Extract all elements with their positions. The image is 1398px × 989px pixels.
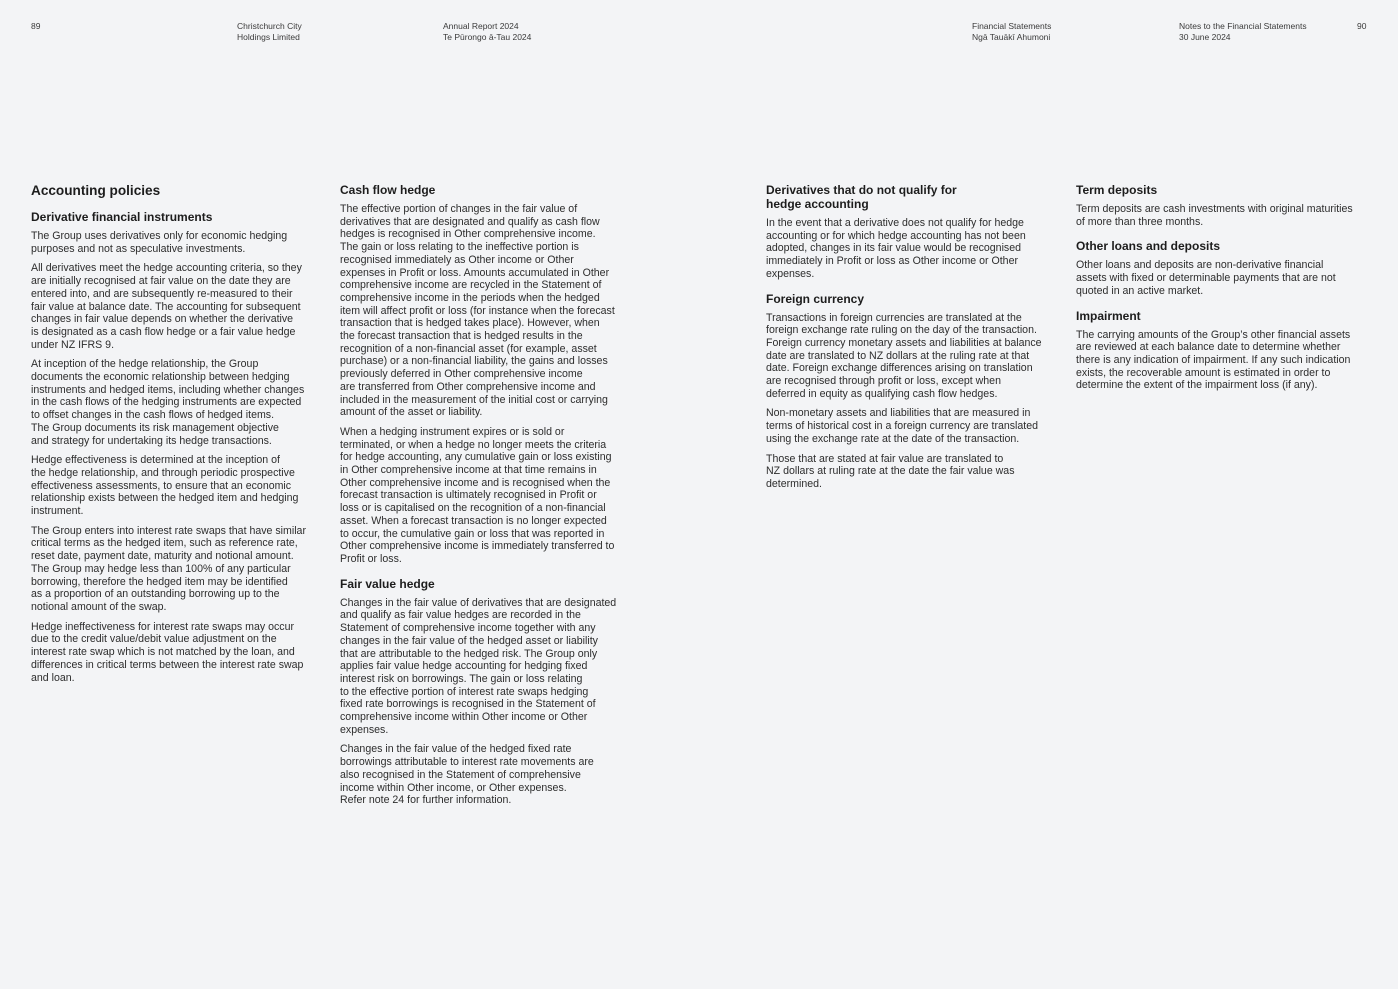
- text-line: critical terms as the hedged item, such as reference rate,: [31, 537, 298, 550]
- text-line: Hedge ineffectiveness for interest rate swaps may occur: [31, 620, 295, 633]
- text-line: accounting or for which hedge accounting has not been: [766, 229, 1026, 242]
- paragraph: [340, 743, 640, 807]
- text-line: previously deferred in Other comprehensive income: [340, 368, 583, 381]
- paragraph: [1076, 203, 1381, 228]
- section-title: Financial Statements Ngā Tauākī Ahumoni: [972, 21, 1052, 42]
- paragraph: [766, 312, 1066, 401]
- column-deposits-impairment: [1076, 183, 1381, 399]
- organisation-name: Christchurch City Holdings Limited: [237, 21, 302, 42]
- text-line: are transferred from Other comprehensive income and: [340, 380, 596, 393]
- text-line: purposes and not as speculative investments.: [31, 242, 246, 255]
- text-line: Other comprehensive income is immediately transferred to: [340, 540, 615, 553]
- text-line: terms of historical cost in a foreign currency are translated: [766, 420, 1039, 433]
- text-line: comprehensive income within Other income or Other: [340, 711, 588, 724]
- text-line: immediately in Profit or loss as Other income or Other: [766, 255, 1018, 268]
- heading-fair-value-hedge: Fair value hedge: [340, 576, 435, 591]
- text-line: transaction that is hedged takes place). However, when: [340, 317, 600, 330]
- text-line: that are attributable to the hedged risk. The Group only: [340, 647, 598, 660]
- text-line: effectiveness assessments, to ensure that an economic: [31, 479, 292, 492]
- text-line: borrowing, therefore the hedged item may be identified: [31, 575, 288, 588]
- paragraph: [766, 453, 1066, 491]
- text-line: The Group documents its risk management objective: [31, 421, 279, 434]
- text-line: Hedge effectiveness is determined at the inception of: [31, 454, 280, 467]
- text-line: as a proportion of an outstanding borrowing up to the: [31, 588, 280, 601]
- text-line: in Other comprehensive income at that time remains in: [340, 464, 597, 477]
- text-line: The effective portion of changes in the fair value of: [340, 203, 578, 215]
- text-line: are initially recognised at fair value on the date they are: [31, 275, 291, 288]
- text-line: interest rate swap which is not matched by the loan, and: [31, 646, 295, 659]
- body-foreign-currency: [766, 312, 1066, 491]
- column-accounting-policies: [31, 183, 331, 691]
- text-line: NZ dollars at ruling rate at the date the fair value was: [766, 465, 1015, 478]
- text-line: recognition of a non-financial asset (for example, asset: [340, 342, 597, 355]
- text-line: When a hedging instrument expires or is sold or: [340, 425, 565, 438]
- paragraph: [31, 230, 331, 255]
- paragraph: [766, 217, 1066, 281]
- text-line: fair value at balance date. The accounting for subsequent: [31, 300, 301, 313]
- text-line: asset. When a forecast transaction is no longer expected: [340, 514, 607, 527]
- text-line: determine the extent of the impairment loss (if any).: [1076, 379, 1318, 392]
- text-line: At inception of the hedge relationship, the Group: [31, 358, 259, 371]
- paragraph: [31, 621, 331, 685]
- text-line: Term deposits are cash investments with original maturities: [1076, 203, 1353, 215]
- report-title: Annual Report 2024 Te Pūrongo ā-Tau 2024: [443, 21, 532, 42]
- text-line: are reviewed at each balance date to determine whether: [1076, 341, 1341, 354]
- text-line: Non-monetary assets and liabilities that are measured in: [766, 407, 1031, 420]
- text-line: of more than three months.: [1076, 215, 1204, 228]
- page-number-right: 90: [1357, 21, 1367, 31]
- text-line: and loan.: [31, 671, 75, 684]
- text-line: is designated as a cash flow hedge or a fair value hedge: [31, 325, 296, 338]
- text-line: amount of the asset or liability.: [340, 406, 483, 419]
- text-line: derivatives that are designated and qualify as cash flow: [340, 215, 600, 228]
- paragraph: [1076, 329, 1381, 393]
- heading-foreign-currency: Foreign currency: [766, 291, 865, 306]
- text-line: fixed rate borrowings is recognised in the Statement of: [340, 698, 596, 711]
- text-line: reset date, payment date, maturity and notional amount.: [31, 550, 294, 563]
- text-line: recognised immediately as Other income or Other: [340, 253, 574, 266]
- paragraph: [31, 262, 331, 351]
- text-line: The Group may hedge less than 100% of any particular: [31, 562, 291, 575]
- paragraph: [31, 454, 331, 518]
- paragraph: [340, 203, 640, 419]
- text-line: foreign exchange rate ruling on the day of the transaction.: [766, 324, 1037, 337]
- heading-derivative-financial-instruments: Derivative financial instruments: [31, 210, 213, 224]
- heading-derivatives-not-qualifying: Derivatives that do not qualify for hedge accounting: [766, 183, 957, 211]
- text-line: loss or is capitalised on the recognition of a non-financial: [340, 502, 606, 515]
- text-line: Foreign currency monetary assets and liabilities at balance: [766, 336, 1042, 349]
- text-line: and qualify as fair value hedges are recorded in the: [340, 609, 581, 622]
- text-line: comprehensive income are recycled in the Statement of: [340, 279, 602, 292]
- text-line: forecast transaction is ultimately recognised in Profit or: [340, 489, 597, 502]
- text-line: to offset changes in the cash flows of hedged items.: [31, 409, 275, 422]
- heading-other-loans-deposits: Other loans and deposits: [1076, 239, 1221, 254]
- body-other-loans-deposits: [1076, 259, 1381, 297]
- page-number-left: 89: [31, 21, 41, 31]
- text-line: to occur, the cumulative gain or loss that was reported in: [340, 527, 605, 540]
- paragraph: [31, 525, 331, 614]
- text-line: expenses.: [340, 723, 389, 736]
- text-line: differences in critical terms between the interest rate swap: [31, 658, 304, 671]
- text-line: instrument.: [31, 505, 84, 518]
- text-line: in the cash flows of the hedging instruments are expected: [31, 396, 302, 409]
- text-line: under NZ IFRS 9.: [31, 338, 115, 351]
- text-line: to the effective portion of interest rate swaps hedging: [340, 685, 589, 698]
- text-line: the hedge relationship, and through periodic prospective: [31, 466, 295, 479]
- text-line: All derivatives meet the hedge accounting criteria, so they: [31, 262, 302, 275]
- text-line: also recognised in the Statement of comprehensive: [340, 768, 581, 781]
- text-line: The Group enters into interest rate swaps that have similar: [31, 524, 306, 537]
- text-line: The Group uses derivatives only for economic hedging: [31, 230, 288, 242]
- notes-title: Notes to the Financial Statements 30 June 2024: [1179, 21, 1307, 42]
- text-line: and strategy for undertaking its hedge transactions.: [31, 434, 272, 447]
- page-title: Accounting policies: [31, 183, 161, 198]
- text-line: exists, the recoverable amount is estimated in order to: [1076, 366, 1331, 379]
- text-line: assets with fixed or determinable payments that are not: [1076, 272, 1336, 285]
- text-line: item will affect profit or loss (for instance when the forecast: [340, 304, 615, 317]
- text-line: Those that are stated at fair value are translated to: [766, 452, 1004, 465]
- text-line: expenses in Profit or loss. Amounts accumulated in Other: [340, 266, 610, 279]
- text-line: Statement of comprehensive income together with any: [340, 622, 596, 635]
- column-hedges: [340, 183, 640, 814]
- paragraph: [340, 597, 640, 737]
- text-line: Other comprehensive income and is recognised when the: [340, 476, 611, 489]
- body-term-deposits: [1076, 203, 1381, 228]
- text-line: Transactions in foreign currencies are translated at the: [766, 311, 1022, 324]
- text-line: adopted, changes in its fair value would be recognised: [766, 242, 1022, 255]
- text-line: Refer note 24 for further information.: [340, 794, 512, 807]
- text-line: In the event that a derivative does not qualify for hedge: [766, 217, 1024, 229]
- text-line: quoted in an active market.: [1076, 284, 1204, 297]
- text-line: terminated, or when a hedge no longer meets the criteria: [340, 438, 607, 451]
- text-line: Changes in the fair value of the hedged fixed rate: [340, 743, 572, 756]
- column-derivatives-foreign-currency: [766, 183, 1066, 498]
- paragraph: [31, 358, 331, 447]
- paragraph: [766, 407, 1066, 445]
- text-line: included in the measurement of the initial cost or carrying: [340, 393, 608, 406]
- heading-impairment: Impairment: [1076, 308, 1141, 323]
- text-line: notional amount of the swap.: [31, 600, 167, 613]
- body-impairment: [1076, 329, 1381, 393]
- heading-term-deposits: Term deposits: [1076, 183, 1158, 197]
- text-line: there is any indication of impairment. If any such indication: [1076, 353, 1351, 366]
- text-line: Changes in the fair value of derivatives that are designated: [340, 596, 617, 609]
- body-cash-flow-hedge: [340, 203, 640, 566]
- paragraph: [1076, 259, 1381, 297]
- text-line: entered into, and are subsequently re-measured to their: [31, 287, 293, 300]
- text-line: changes in the fair value of the hedged asset or liability: [340, 634, 598, 647]
- heading-cash-flow-hedge: Cash flow hedge: [340, 183, 436, 197]
- body-derivatives-not-qualifying: [766, 217, 1066, 281]
- text-line: documents the economic relationship between hedging: [31, 371, 290, 384]
- text-line: relationship exists between the hedged item and hedging: [31, 492, 299, 505]
- text-line: changes in fair value depends on whether the derivative: [31, 313, 294, 326]
- text-line: borrowings attributable to interest rate movements are: [340, 756, 594, 769]
- text-line: instruments and hedged items, including whether changes: [31, 383, 305, 396]
- body-fair-value-hedge: [340, 597, 640, 807]
- text-line: due to the credit value/debit value adjustment on the: [31, 633, 277, 646]
- text-line: Other loans and deposits are non-derivative financial: [1076, 259, 1324, 272]
- text-line: hedges is recognised in Other comprehensive income.: [340, 228, 596, 241]
- text-line: purchase) or a non-financial liability, the gains and losses: [340, 355, 608, 368]
- text-line: using the exchange rate at the date of the transaction.: [766, 432, 1020, 445]
- paragraph: [340, 426, 640, 566]
- text-line: are recognised through profit or loss, except when: [766, 375, 1001, 388]
- text-line: The gain or loss relating to the ineffective portion is: [340, 241, 579, 254]
- text-line: comprehensive income in the periods when the hedged: [340, 291, 600, 304]
- text-line: The carrying amounts of the Group’s other financial assets: [1076, 328, 1351, 341]
- text-line: deferred in equity as qualifying cash flow hedges.: [766, 387, 998, 400]
- text-line: date are translated to NZ dollars at the ruling rate at that: [766, 349, 1030, 362]
- body-derivatives: [31, 230, 331, 684]
- text-line: expenses.: [766, 267, 815, 280]
- text-line: date. Foreign exchange differences arising on translation: [766, 362, 1033, 375]
- text-line: Profit or loss.: [340, 552, 402, 565]
- text-line: the forecast transaction that is hedged results in the: [340, 330, 583, 343]
- text-line: for hedge accounting, any cumulative gain or loss existing: [340, 451, 612, 464]
- text-line: determined.: [766, 477, 822, 490]
- text-line: interest risk on borrowings. The gain or loss relating: [340, 672, 583, 685]
- text-line: applies fair value hedge accounting for hedging fixed: [340, 660, 588, 673]
- text-line: income within Other income, or Other expenses.: [340, 781, 567, 794]
